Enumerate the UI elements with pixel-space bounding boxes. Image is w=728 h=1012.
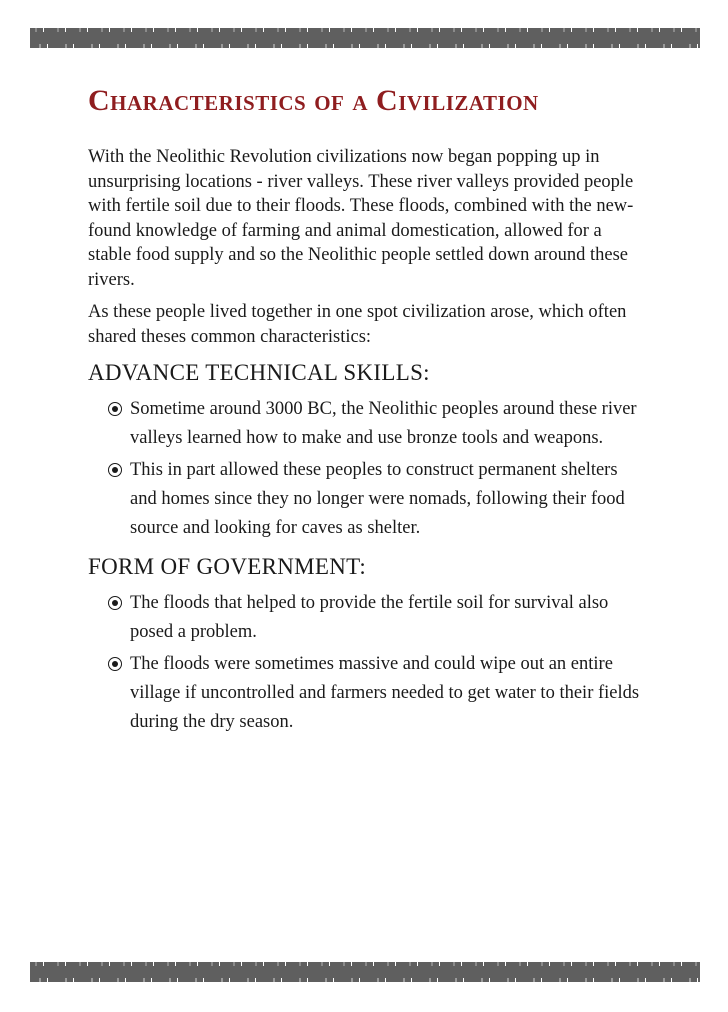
section-heading-government: FORM OF GOVERNMENT:: [88, 554, 367, 579]
list-item: [108, 395, 648, 453]
list-item-text: This in part allowed these peoples to construct permanent shelters and homes since they no longer were nomads, following their food source and looking for caves as shelter.: [130, 460, 625, 538]
list-item-text: The floods were sometimes massive and could wipe out an entire village if uncontrolled and farmers needed to get water to their fields during the dry season.: [130, 654, 640, 732]
bottom-border-bar: [30, 962, 700, 982]
list-item-text: The floods that helped to provide the fertile soil for survival also posed a problem.: [130, 593, 609, 642]
circled-dot-icon: [108, 657, 122, 671]
top-border-bar: [30, 28, 700, 48]
list-item: [108, 589, 648, 647]
technical-skills-list: [88, 395, 648, 543]
list-item: [108, 650, 648, 737]
section-heading-technical-skills: ADVANCE TECHNICAL SKILLS:: [88, 360, 430, 385]
circled-dot-icon: [108, 463, 122, 477]
list-item-text: Sometime around 3000 BC, the Neolithic peoples around these river valleys learned how to make and use bronze tools and weapons.: [130, 399, 637, 448]
government-list: [88, 589, 648, 737]
characteristics-intro-paragraph: As these people lived together in one spot civilization arose, which often shared theses common characteristics:: [88, 302, 627, 347]
document-title: Characteristics of a Civilization: [88, 84, 539, 117]
circled-dot-icon: [108, 596, 122, 610]
document-body: [88, 84, 648, 747]
circled-dot-icon: [108, 402, 122, 416]
intro-paragraph: With the Neolithic Revolution civilizations now began popping up in unsurprising locations - river valleys. These river valleys provided people with fertile soil due to their floods. These floods, combined with the new-found knowledge of farming and animal domestication, allowed for a stable food supply and so the Neolithic people settled down around these rivers.: [88, 147, 634, 290]
list-item: [108, 456, 648, 543]
